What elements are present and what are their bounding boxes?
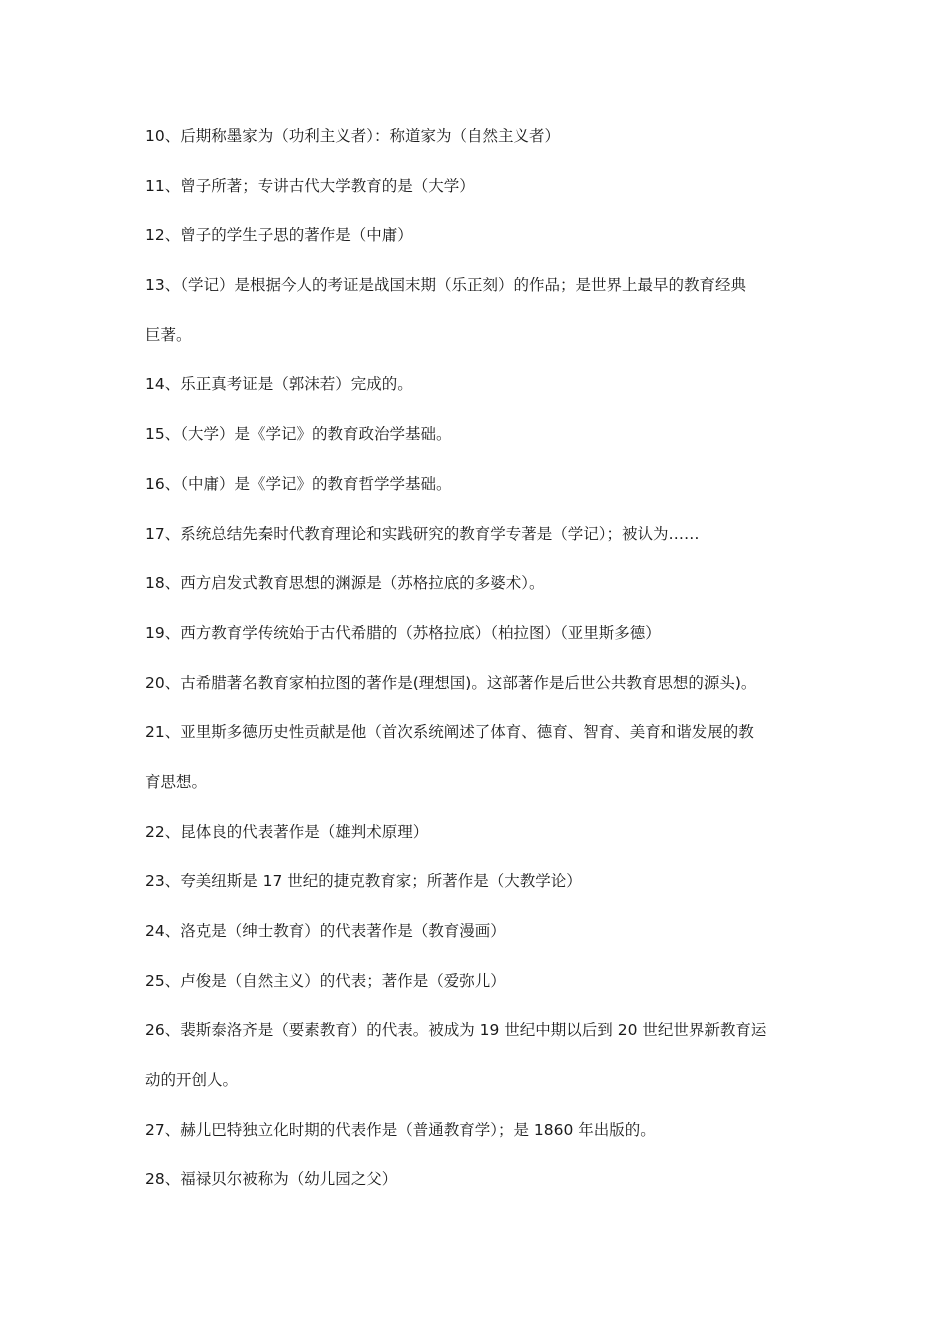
document-page (145, 124, 825, 1217)
text-line-23: 23、夸美纽斯是 17 世纪的捷克教育家；所著作是（大教学论） (145, 872, 582, 891)
text-line-20: 20、古希腊著名教育家柏拉图的著作是(理想国)。这部著作是后世公共教育思想的源头)。 (145, 673, 757, 692)
text-line-26: 26、裴斯泰洛齐是（要素教育）的代表。被成为 19 世纪中期以后到 20 世纪世界新教育运 (145, 1021, 767, 1040)
text-line-10: 10、后期称墨家为（功利主义者）：称道家为（自然主义者） (145, 127, 560, 145)
text-line-11: 11、曾子所著；专讲古代大学教育的是（大学） (145, 176, 475, 195)
text-line-22: 22、昆体良的代表著作是（雄判术原理） (145, 822, 429, 841)
text-line-14: 14、乐正真考证是（郭沫若）完成的。 (145, 375, 413, 394)
text-line-13-cont: 巨著。 (145, 325, 192, 344)
text-line-26-cont: 动的开创人。 (145, 1071, 239, 1090)
text-line-24: 24、洛克是（绅士教育）的代表著作是（教育漫画） (145, 922, 506, 940)
text-line-15: 15、（大学）是《学记》的教育政治学基础。 (145, 425, 452, 444)
text-line-21: 21、亚里斯多德历史性贡献是他（首次系统阐述了体育、德育、智育、美育和谐发展的教 (145, 723, 754, 742)
text-line-13: 13、（学记）是根据今人的考证是战国末期（乐正刻）的作品；是世界上最早的教育经典 (145, 276, 746, 295)
text-line-19: 19、西方教育学传统始于古代希腊的（苏格拉底）（柏拉图）（亚里斯多德） (145, 623, 661, 642)
text-line-18: 18、西方启发式教育思想的渊源是（苏格拉底的多婆术）。 (145, 574, 545, 593)
text-line-25: 25、卢俊是（自然主义）的代表；著作是（爱弥儿） (145, 971, 506, 990)
text-line-21-cont: 育思想。 (145, 772, 208, 791)
text-line-27: 27、赫儿巴特独立化时期的代表作是（普通教育学）；是 1860 年出版的。 (145, 1120, 656, 1139)
text-line-28: 28、福禄贝尔被称为（幼儿园之父） (145, 1170, 398, 1189)
text-line-16: 16、（中庸）是《学记》的教育哲学学基础。 (145, 474, 452, 493)
text-line-17: 17、系统总结先秦时代教育理论和实践研究的教育学专著是（学记）；被认为…… (145, 524, 700, 543)
text-line-12: 12、曾子的学生子思的著作是（中庸） (145, 226, 413, 245)
